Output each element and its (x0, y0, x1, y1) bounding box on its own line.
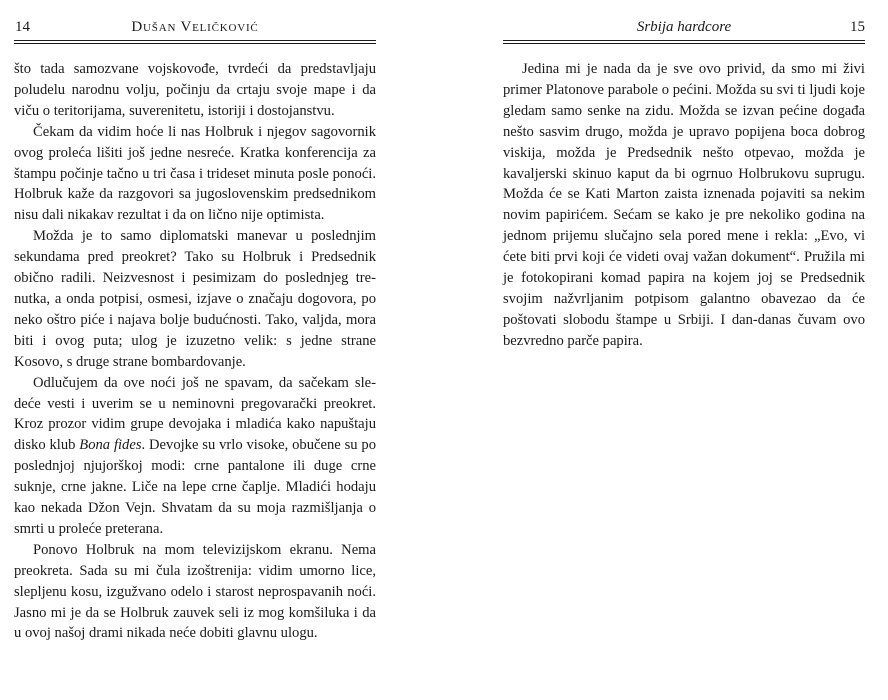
paragraph: što tada samozvane vojskovođe, tvrdeći da predstavljaju poludelu narodnu volju, počinju da crtaju svoje mape i da viču o teritorijama, suverenitetu, istoriji i dostojanstvu. (14, 61, 376, 119)
running-head-left (14, 16, 376, 38)
right-page-body (503, 59, 865, 352)
paragraph: Čekam da vidim hoće li nas Holbruk i njegov sagovornik ovog proleća lišiti još jedne nesreće. Kratka konferencija za štampu počinje tačno u tri časa i trideset minuta posle ponoći. Holbruk kaže da razgovori sa jugoslovenskim predsednikom nisu dali nikakav rezultat i da on lično nije optimista. (14, 123, 376, 224)
paragraph: Ponovo Holbruk na mom televizijskom ekranu. Nema preokreta. Sada su mi čula izoštrenija: vidim umorno lice, slepljenu kosu, izgužvano odelo i starost neprospavanih noći. Jasno mi je da se Holbruk zauvek seli iz mog komšiluka i da u ovoj našoj drami nikada neće dobiti glavnu ulogu. (14, 541, 376, 642)
club-name-italic: Bona fides (79, 437, 142, 454)
page-number-left: 14 (15, 19, 30, 35)
header-rule (503, 40, 865, 41)
header-rule (14, 40, 376, 41)
header-rule-thin (14, 43, 376, 44)
left-page-body (14, 59, 376, 644)
header-rule-thin (503, 43, 865, 44)
right-page (503, 0, 865, 700)
paragraph: Jedina mi je nada da je sve ovo privid, da smo mi živi primer Platonove parabole o pećini. Možda su svi ti ljudi koje gledam samo senke na zidu. Možda se izvan pećine događa nešto sasvim drugo, možda je upravo popijena boca dobrog viskija, možda je Predsednik nešto otpevao, možda je kavaljerski skinuo kaput da bi ogrnuo Holbrukovu suprugu. Možda će se Kati Marton zaista iznenada pojaviti sa nekim novim papirićem. Sećam se kako je pre nekoliko godina na jednom prijemu slučajno sela pored mene i rekla: „Evo, vi ćete biti prvi koji će videti ovaj važan dokument“. Pružila mi je fotokopirani komad papira na kojem joj se Predsednik svojim nažvrljanim potpisom galantno obavezao da će poštovati slobodu štampe u Srbiji. I dan-danas čuvam ovo bezvredno parče papira. (503, 61, 865, 349)
page-number-right: 15 (850, 19, 865, 35)
running-head-right (503, 16, 865, 38)
paragraph-text: Odlučujem da ove noći još ne spavam, da sačekam sledeće vesti i uverim se u neminovni pregovarački preokret. Kroz prozor vidim grupe devojaka i mladića kako napuštaju disko klub (14, 374, 376, 454)
left-page (14, 0, 376, 700)
running-title-author: Dušan Veličković (131, 19, 259, 35)
paragraph (14, 373, 376, 540)
running-title-book: Srbija hardcore (636, 19, 732, 35)
paragraph: Možda je to samo diplomatski manevar u poslednjim sekundama pred preokret? Tako su Holbruk i Predsednik obično radili. Neizvesnost i pesimizam do poslednjeg trenutka, a onda potpisi, osmesi, izjave o značaju dogovora, po neko oštro piće i najava bolje budućnosti. Tako, valjda, mora biti i ovog puta; ulog je izuzetno velik: s jedne strane Kosovo, s druge strane bombardovanje. (14, 228, 376, 370)
paragraph-text: . Devojke su vrlo visoke, obučene su po poslednjoj njujorškoj modi: crne pantalone ili duge crne suknje, crne jakne. Liče na lepe crne čaplje. Mladići hodaju kao nekada Džon Vejn. Shvatam da su moja razmišljanja o smrti u proleće preterana. (14, 437, 376, 537)
